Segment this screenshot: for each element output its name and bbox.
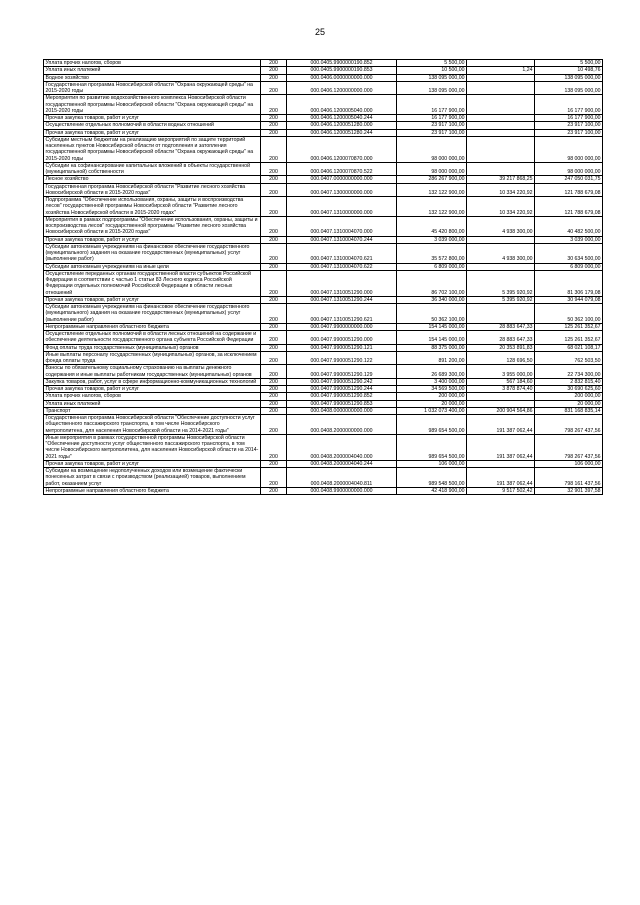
row-approved-cell: 106 000,00 (397, 460, 467, 467)
row-name-cell: Государственная программа Новосибирской области "Обеспечение доступности услуг общественного пассажирского транспорта, в том числе Новосибирского метрополитена, для населения Новосибирской области на 2014-2021 годы" (44, 415, 261, 435)
row-name-cell: Прочая закупка товаров, работ и услуг (44, 460, 261, 467)
row-approved-cell: 6 809 000,00 (397, 263, 467, 270)
row-executed-cell (467, 81, 535, 95)
row-kbk-cell: 000.0407.1310004070.000 (287, 216, 397, 236)
row-name-cell: Осуществление отдельных полномочий в области водных отношений (44, 122, 261, 129)
row-kbk-cell: 000.0407.1310000000.000 (287, 197, 397, 217)
row-name-cell: Уплата прочих налогов, сборов (44, 393, 261, 400)
row-executed-cell (467, 400, 535, 407)
row-remaining-cell: 200 000,00 (535, 393, 603, 400)
row-executed-cell: 20 353 891,83 (467, 344, 535, 351)
row-executed-cell: 200 904 564,86 (467, 407, 535, 414)
row-name-cell: Взносы по обязательному социальному страхованию на выплаты денежного содержания и иные выплаты работникам государственных (муниципальных) органов (44, 365, 261, 379)
table-row (44, 243, 603, 263)
row-name-cell: Лесное хозяйство (44, 176, 261, 183)
row-name-cell: Государственная программа Новосибирской области "Охрана окружающей среды" на 2015-2020 годы (44, 81, 261, 95)
row-executed-cell (467, 460, 535, 467)
row-executed-cell: 10 334 220,92 (467, 183, 535, 197)
row-executed-cell: 28 883 647,33 (467, 331, 535, 345)
table-row (44, 162, 603, 176)
row-approved-cell: 98 000 000,00 (397, 162, 467, 176)
row-executed-cell: 191 387 062,44 (467, 434, 535, 460)
table-row (44, 263, 603, 270)
row-code-cell: 200 (261, 136, 287, 162)
row-name-cell: Субсидии автономным учреждениям на финансовое обеспечение государственного (муниципального) задания на оказание государственных (муниципальных) услуг (выполнение работ) (44, 304, 261, 324)
table-row (44, 60, 603, 67)
row-code-cell: 200 (261, 122, 287, 129)
row-remaining-cell: 125 261 352,67 (535, 331, 603, 345)
row-approved-cell: 98 000 000,00 (397, 136, 467, 162)
row-executed-cell: 28 883 647,33 (467, 323, 535, 330)
row-code-cell: 200 (261, 67, 287, 74)
row-remaining-cell: 20 000,00 (535, 400, 603, 407)
table-row (44, 216, 603, 236)
row-name-cell: Подпрограмма "Обеспечение использования, охраны, защиты и воспроизводства лесов" государственной программы Новосибирской области "Развитие лесного хозяйства Новосибирской области в 2015-2020 годах" (44, 197, 261, 217)
row-name-cell: Закупка товаров, работ, услуг в сфере информационно-коммуникационных технологий (44, 378, 261, 385)
row-remaining-cell: 831 168 835,14 (535, 407, 603, 414)
row-kbk-cell: 000.0407.0000000000.000 (287, 176, 397, 183)
table-row (44, 365, 603, 379)
row-name-cell: Уплата иных платежей (44, 400, 261, 407)
table-row (44, 460, 603, 467)
row-remaining-cell: 3 039 000,00 (535, 236, 603, 243)
row-name-cell: Непрограммные направления областного бюджета (44, 323, 261, 330)
table-row (44, 393, 603, 400)
row-name-cell: Прочая закупка товаров, работ и услуг (44, 115, 261, 122)
row-remaining-cell: 10 498,76 (535, 67, 603, 74)
row-remaining-cell: 798 161 437,56 (535, 468, 603, 488)
row-approved-cell: 88 375 000,00 (397, 344, 467, 351)
row-approved-cell: 138 095 000,00 (397, 81, 467, 95)
row-executed-cell: 1,24 (467, 67, 535, 74)
table-row (44, 129, 603, 136)
row-name-cell: Непрограммные направления областного бюджета (44, 487, 261, 494)
row-remaining-cell: 106 000,00 (535, 460, 603, 467)
row-executed-cell (467, 129, 535, 136)
row-remaining-cell: 68 021 108,17 (535, 344, 603, 351)
row-code-cell: 200 (261, 81, 287, 95)
row-code-cell: 200 (261, 351, 287, 365)
row-code-cell: 200 (261, 400, 287, 407)
row-approved-cell: 891 200,00 (397, 351, 467, 365)
row-remaining-cell: 22 734 300,00 (535, 365, 603, 379)
row-kbk-cell: 000.0406.1200051280.000 (287, 122, 397, 129)
row-code-cell: 200 (261, 331, 287, 345)
row-approved-cell: 286 267 900,00 (397, 176, 467, 183)
row-approved-cell: 3 400 000,00 (397, 378, 467, 385)
row-executed-cell: 3 955 000,00 (467, 365, 535, 379)
row-code-cell: 200 (261, 487, 287, 494)
row-name-cell: Фонд оплаты труда государственных (муниципальных) органов (44, 344, 261, 351)
row-kbk-cell: 000.0407.9900051290.853 (287, 400, 397, 407)
row-approved-cell: 989 654 500,00 (397, 434, 467, 460)
row-remaining-cell: 798 267 437,56 (535, 415, 603, 435)
row-kbk-cell: 000.0407.9900051290.129 (287, 365, 397, 379)
row-approved-cell: 34 569 500,00 (397, 386, 467, 393)
table-row (44, 270, 603, 296)
table-row (44, 386, 603, 393)
table-row (44, 415, 603, 435)
row-remaining-cell: 798 267 437,56 (535, 434, 603, 460)
table-row (44, 183, 603, 197)
row-code-cell: 200 (261, 304, 287, 324)
row-remaining-cell: 247 050 031,75 (535, 176, 603, 183)
row-approved-cell: 1 032 073 400,00 (397, 407, 467, 414)
row-code-cell: 200 (261, 129, 287, 136)
row-approved-cell: 5 500,00 (397, 60, 467, 67)
row-executed-cell: 10 334 220,92 (467, 197, 535, 217)
row-code-cell: 200 (261, 393, 287, 400)
row-kbk-cell: 000.0406.1200070870.522 (287, 162, 397, 176)
row-name-cell: Прочая закупка товаров, работ и услуг (44, 129, 261, 136)
row-name-cell: Субсидии автономным учреждениям на иные цели (44, 263, 261, 270)
row-approved-cell: 989 548 500,00 (397, 468, 467, 488)
row-kbk-cell: 000.0408.0000000000.000 (287, 407, 397, 414)
row-kbk-cell: 000.0406.1200051280.244 (287, 129, 397, 136)
row-kbk-cell: 000.0408.2000000000.000 (287, 415, 397, 435)
table-row (44, 323, 603, 330)
row-name-cell: Субсидии местным бюджетам на реализацию мероприятий по защите территорий населенных пунктов Новосибирской области от подтопления и затопления государственной программы Новосибирской области "Охрана окружающей среды" на 2015-2020 годы (44, 136, 261, 162)
row-kbk-cell: 000.0407.9900051290.122 (287, 351, 397, 365)
row-kbk-cell: 000.0407.1310004070.621 (287, 243, 397, 263)
table-row (44, 407, 603, 414)
row-approved-cell: 3 039 000,00 (397, 236, 467, 243)
row-executed-cell: 567 184,60 (467, 378, 535, 385)
row-executed-cell (467, 263, 535, 270)
row-remaining-cell: 5 500,00 (535, 60, 603, 67)
row-remaining-cell: 50 362 100,00 (535, 304, 603, 324)
row-name-cell: Водное хозяйство (44, 74, 261, 81)
table-row (44, 434, 603, 460)
row-code-cell: 200 (261, 468, 287, 488)
row-code-cell: 200 (261, 183, 287, 197)
row-kbk-cell: 000.0408.2000004040.244 (287, 460, 397, 467)
row-code-cell: 200 (261, 415, 287, 435)
row-kbk-cell: 000.0407.1310051290.621 (287, 304, 397, 324)
row-remaining-cell: 40 482 500,00 (535, 216, 603, 236)
row-code-cell: 200 (261, 344, 287, 351)
row-approved-cell: 45 420 800,00 (397, 216, 467, 236)
row-approved-cell: 26 689 300,00 (397, 365, 467, 379)
row-kbk-cell: 000.0406.1200005040.244 (287, 115, 397, 122)
row-code-cell: 200 (261, 197, 287, 217)
row-code-cell: 200 (261, 263, 287, 270)
table-row (44, 351, 603, 365)
row-code-cell: 200 (261, 386, 287, 393)
row-kbk-cell: 000.0406.1200005040.000 (287, 95, 397, 115)
row-code-cell: 200 (261, 460, 287, 467)
row-kbk-cell: 000.0407.9900000000.000 (287, 323, 397, 330)
row-kbk-cell: 000.0408.2000004040.811 (287, 468, 397, 488)
row-kbk-cell: 000.0406.1200070870.000 (287, 136, 397, 162)
row-name-cell: Субсидии автономным учреждениям на финансовое обеспечение государственного (муниципального) задания на оказание государственных (муниципальных) услуг (выполнение работ) (44, 243, 261, 263)
row-remaining-cell: 30 634 500,00 (535, 243, 603, 263)
row-code-cell: 200 (261, 365, 287, 379)
table-row (44, 331, 603, 345)
row-executed-cell: 128 696,50 (467, 351, 535, 365)
row-remaining-cell: 30 944 079,08 (535, 296, 603, 303)
row-remaining-cell: 138 095 000,00 (535, 81, 603, 95)
table-row (44, 136, 603, 162)
table-row (44, 468, 603, 488)
table-row (44, 122, 603, 129)
row-name-cell: Прочая закупка товаров, работ и услуг (44, 236, 261, 243)
row-remaining-cell: 121 788 679,08 (535, 183, 603, 197)
row-code-cell: 200 (261, 60, 287, 67)
row-code-cell: 200 (261, 434, 287, 460)
row-remaining-cell: 23 917 100,00 (535, 129, 603, 136)
row-remaining-cell: 81 306 179,08 (535, 270, 603, 296)
row-name-cell: Субсидии на возмещение недополученных доходов или возмещение фактически понесенных затрат в связи с производством (реализацией) товаров, выполнением работ, оказанием услуг (44, 468, 261, 488)
row-code-cell: 200 (261, 216, 287, 236)
row-executed-cell: 4 938 300,00 (467, 243, 535, 263)
row-executed-cell: 5 395 920,92 (467, 296, 535, 303)
row-kbk-cell: 000.0408.9900000000.000 (287, 487, 397, 494)
row-approved-cell: 132 122 900,00 (397, 197, 467, 217)
row-executed-cell (467, 236, 535, 243)
table-row (44, 197, 603, 217)
row-remaining-cell: 121 788 679,08 (535, 197, 603, 217)
row-approved-cell: 10 500,00 (397, 67, 467, 74)
table-row (44, 378, 603, 385)
row-approved-cell: 20 000,00 (397, 400, 467, 407)
row-code-cell: 200 (261, 115, 287, 122)
row-remaining-cell: 16 177 900,00 (535, 95, 603, 115)
row-code-cell: 200 (261, 95, 287, 115)
row-approved-cell: 154 145 000,00 (397, 323, 467, 330)
row-code-cell: 200 (261, 378, 287, 385)
row-remaining-cell: 98 000 000,00 (535, 136, 603, 162)
row-name-cell: Транспорт (44, 407, 261, 414)
row-approved-cell: 50 362 100,00 (397, 304, 467, 324)
row-remaining-cell: 23 917 100,00 (535, 122, 603, 129)
row-executed-cell (467, 74, 535, 81)
row-kbk-cell: 000.0407.9900051290.852 (287, 393, 397, 400)
row-executed-cell: 4 938 300,00 (467, 216, 535, 236)
row-approved-cell: 989 654 500,00 (397, 415, 467, 435)
table-row (44, 236, 603, 243)
row-kbk-cell: 000.0407.1310051290.000 (287, 270, 397, 296)
table-row (44, 74, 603, 81)
row-executed-cell: 9 517 502,42 (467, 487, 535, 494)
row-kbk-cell: 000.0407.1310004070.622 (287, 263, 397, 270)
table-row (44, 176, 603, 183)
row-remaining-cell: 125 261 352,67 (535, 323, 603, 330)
row-remaining-cell: 16 177 900,00 (535, 115, 603, 122)
row-approved-cell: 154 145 000,00 (397, 331, 467, 345)
budget-table (43, 59, 603, 495)
table-row (44, 400, 603, 407)
table-row (44, 304, 603, 324)
row-approved-cell: 16 177 900,00 (397, 115, 467, 122)
row-approved-cell: 23 917 100,00 (397, 122, 467, 129)
row-approved-cell: 86 702 100,00 (397, 270, 467, 296)
row-remaining-cell: 762 503,50 (535, 351, 603, 365)
row-name-cell: Мероприятия по развитию водохозяйственного комплекса Новосибирской области государственной программы Новосибирской области "Охрана окружающей среды" на 2015-2020 годы (44, 95, 261, 115)
row-kbk-cell: 000.0407.1310004070.244 (287, 236, 397, 243)
table-row (44, 487, 603, 494)
row-executed-cell (467, 115, 535, 122)
row-remaining-cell: 32 901 397,58 (535, 487, 603, 494)
row-code-cell: 200 (261, 270, 287, 296)
row-approved-cell: 23 917 100,00 (397, 129, 467, 136)
row-executed-cell (467, 60, 535, 67)
row-name-cell: Осуществление переданных органам государственной власти субъектов Российской Федерации в соответствии с частью 1 статьи 83 Лесного кодекса Российской Федерации отдельных полномочий Российской Федерации в области лесных отношений (44, 270, 261, 296)
row-name-cell: Государственная программа Новосибирской области "Развитие лесного хозяйства Новосибирской области в 2015-2020 годах" (44, 183, 261, 197)
row-kbk-cell: 000.0407.9900051290.121 (287, 344, 397, 351)
row-executed-cell: 191 387 062,44 (467, 415, 535, 435)
row-name-cell: Осуществление отдельных полномочий в области лесных отношений на содержание и обеспечение деятельности государственного органа субъекта Российской Федерации (44, 331, 261, 345)
row-code-cell: 200 (261, 74, 287, 81)
row-kbk-cell: 000.0405.9900000190.852 (287, 60, 397, 67)
row-executed-cell: 191 387 062,44 (467, 468, 535, 488)
row-approved-cell: 35 572 800,00 (397, 243, 467, 263)
row-kbk-cell: 000.0406.1200000000.000 (287, 81, 397, 95)
row-executed-cell (467, 122, 535, 129)
table-row (44, 95, 603, 115)
row-name-cell: Иные мероприятия в рамках государственной программы Новосибирской области "Обеспечение доступности услуг общественного пассажирского транспорта, в том числе Новосибирского метрополитена, для населения Новосибирской области на 2014-2021 годы" (44, 434, 261, 460)
table-row (44, 81, 603, 95)
row-approved-cell: 132 122 900,00 (397, 183, 467, 197)
page-number: 25 (314, 27, 325, 37)
row-code-cell: 200 (261, 243, 287, 263)
row-kbk-cell: 000.0407.1300000000.000 (287, 183, 397, 197)
table-row (44, 67, 603, 74)
row-code-cell: 200 (261, 162, 287, 176)
row-remaining-cell: 2 832 815,40 (535, 378, 603, 385)
row-executed-cell: 5 395 920,92 (467, 270, 535, 296)
row-kbk-cell: 000.0407.9900051290.242 (287, 378, 397, 385)
row-approved-cell: 138 095 000,00 (397, 74, 467, 81)
row-name-cell: Прочая закупка товаров, работ и услуг (44, 386, 261, 393)
table-row (44, 115, 603, 122)
row-approved-cell: 42 418 900,00 (397, 487, 467, 494)
row-name-cell: Уплата прочих налогов, сборов (44, 60, 261, 67)
row-kbk-cell: 000.0405.9900000190.853 (287, 67, 397, 74)
row-kbk-cell: 000.0407.9900051290.244 (287, 386, 397, 393)
row-code-cell: 200 (261, 236, 287, 243)
row-code-cell: 200 (261, 323, 287, 330)
row-kbk-cell: 000.0407.1310051290.244 (287, 296, 397, 303)
row-executed-cell: 3 878 874,40 (467, 386, 535, 393)
table-row (44, 344, 603, 351)
row-remaining-cell: 30 690 625,60 (535, 386, 603, 393)
row-name-cell: Уплата иных платежей (44, 67, 261, 74)
row-executed-cell (467, 393, 535, 400)
row-name-cell: Прочая закупка товаров, работ и услуг (44, 296, 261, 303)
row-code-cell: 200 (261, 296, 287, 303)
row-name-cell: Субсидии на софинансирование капитальных вложений в объекты государственной (муниципальной) собственности (44, 162, 261, 176)
row-name-cell: Иные выплаты персоналу государственных (муниципальных) органов, за исключением фонда оплаты труда (44, 351, 261, 365)
row-remaining-cell: 98 000 000,00 (535, 162, 603, 176)
row-kbk-cell: 000.0406.0000000000.000 (287, 74, 397, 81)
row-kbk-cell: 000.0408.2000004040.000 (287, 434, 397, 460)
row-approved-cell: 16 177 900,00 (397, 95, 467, 115)
table-row (44, 296, 603, 303)
row-executed-cell: 39 217 868,25 (467, 176, 535, 183)
row-code-cell: 200 (261, 407, 287, 414)
row-kbk-cell: 000.0407.9900051290.000 (287, 331, 397, 345)
row-executed-cell (467, 95, 535, 115)
row-code-cell: 200 (261, 176, 287, 183)
row-executed-cell (467, 304, 535, 324)
row-approved-cell: 36 340 000,00 (397, 296, 467, 303)
row-name-cell: Мероприятия в рамках подпрограммы "Обеспечение использования, охраны, защиты и воспроизводства лесов" государственной программы "Развитие лесного хозяйства Новосибирской области в 2015-2020 годах" (44, 216, 261, 236)
row-executed-cell (467, 136, 535, 162)
row-approved-cell: 200 000,00 (397, 393, 467, 400)
row-remaining-cell: 6 809 000,00 (535, 263, 603, 270)
row-remaining-cell: 138 095 000,00 (535, 74, 603, 81)
row-executed-cell (467, 162, 535, 176)
